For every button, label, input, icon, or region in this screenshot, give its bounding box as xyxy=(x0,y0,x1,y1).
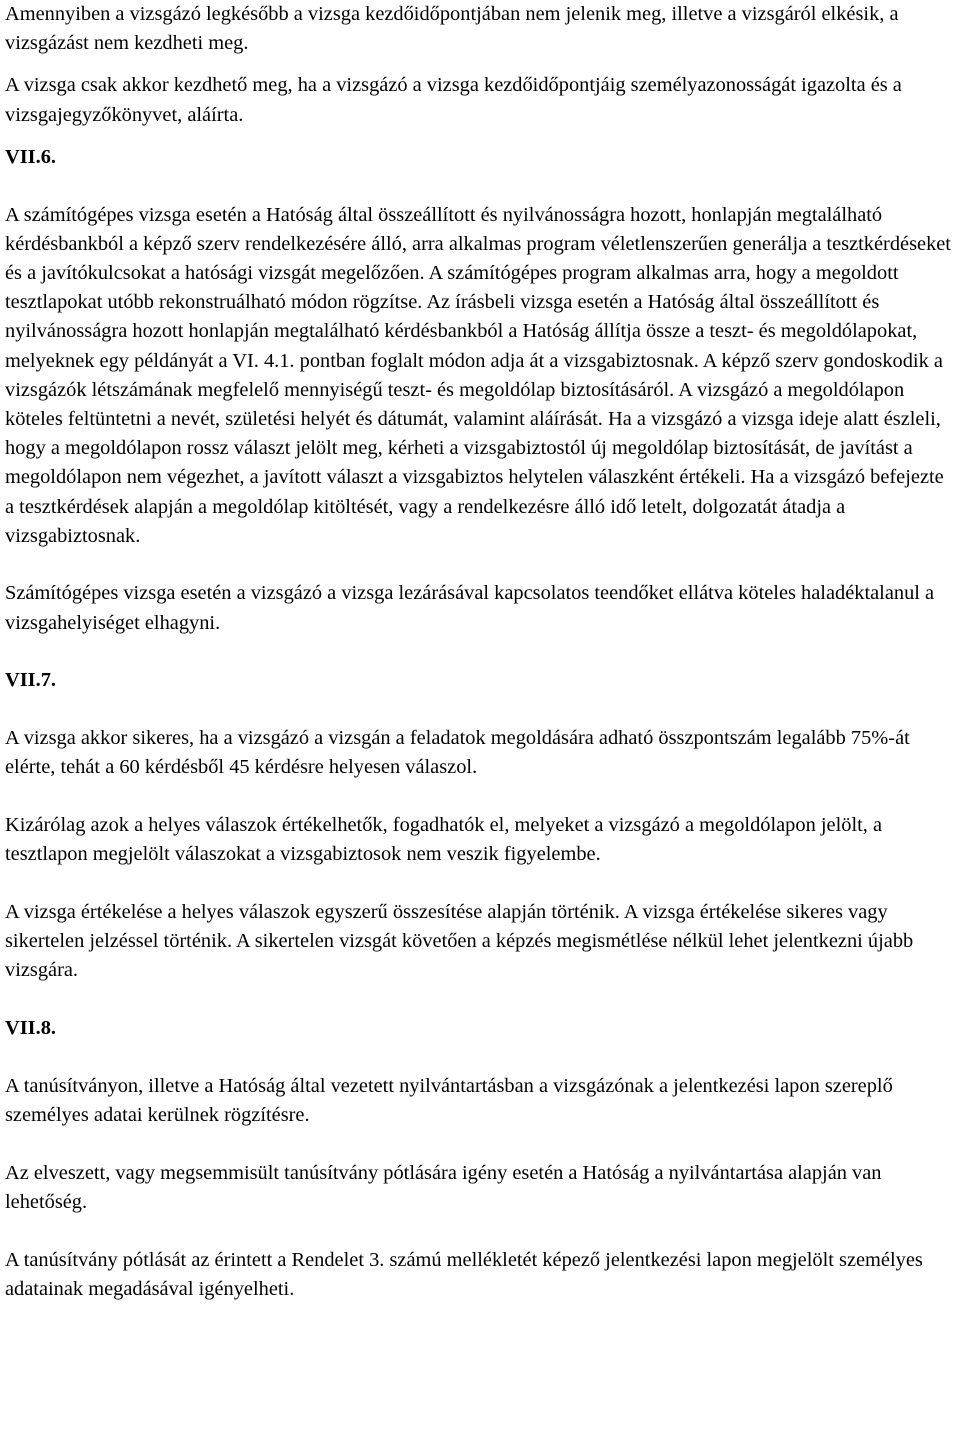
section-heading-vii7: VII.7. xyxy=(5,669,56,692)
paragraph-pass-threshold: A vizsga akkor sikeres, ha a vizsgázó a vizsgán a feladatok megoldására adható összpontszám legalább 75%-át elérte, tehát a 60 kérdésből 45 kérdésre helyesen válaszol. xyxy=(5,727,910,779)
section-heading-vii8: VII.8. xyxy=(5,1016,56,1039)
paragraph-lost-certificate: Az elveszett, vagy megsemmisült tanúsítvány pótlására igény esetén a Hatóság a nyilvántartása alapján van lehetőség. xyxy=(5,1161,882,1213)
paragraph-replacement-request: A tanúsítvány pótlását az érintett a Rendelet 3. számú mellékletét képező jelentkezési lapon megjelölt személyes adatainak megadásával igényelheti. xyxy=(5,1248,923,1300)
paragraph-leave-room: Számítógépes vizsga esetén a vizsgázó a vizsga lezárásával kapcsolatos teendőket ellátva köteles haladéktalanul a vizsgahelyiséget elhagyni. xyxy=(5,582,935,634)
paragraph-certificate-data: A tanúsítványon, illetve a Hatóság által vezetett nyilvántartásban a vizsgázónak a jelentkezési lapon szereplő személyes adatai kerülnek rögzítésre. xyxy=(5,1074,893,1126)
paragraph-exam-procedure: A számítógépes vizsga esetén a Hatóság által összeállított és nyilvánosságra hozott, honlapján megtalálható kérdésbankból a képző szerv rendelkezésére álló, arra alkalmas program véletlenszerűen generálja a tesztkérdéseket és a javítókulcsokat a hatósági vizsgát megelőzően. A számítógépes program alkalmas arra, hogy a megoldott tesztlapokat utóbb rekonstruálható módon rögzítse. Az írásbeli vizsga esetén a Hatóság által összeállított és nyilvánosságra hozott honlapján megtalálható kérdésbankból a Hatóság állítja össze a teszt- és megoldólapokat, melyeknek egy példányát a VI. 4.1. pontban foglalt módon adja át a vizsgabiztosnak. A képző szerv gondoskodik a vizsgázók létszámának megfelelő mennyiségű teszt- és megoldólap biztosításáról. A vizsgázó a megoldólapon köteles feltüntetni a nevét, születési helyét és dátumát, valamint aláírását. Ha a vizsgázó a vizsga ideje alatt észleli, hogy a megoldólapon rossz választ jelölt meg, kérheti a vizsgabiztostól új megoldólap biztosítását, de javítást a megoldólapon nem végezhet, a javított választ a vizsgabiztos helytelen válaszként értékeli. Ha a vizsgázó befejezte a tesztkérdések alapján a megoldólap kitöltését, vagy a rendelkezésre álló idő letelt, dolgozatát átadja a vizsgabiztosnak. xyxy=(5,203,951,547)
document-page xyxy=(5,0,955,1304)
paragraph-non-attendance: Amennyiben a vizsgázó legkésőbb a vizsga kezdőidőpontjában nem jelenik meg, illetve a vizsgáról elkésik, a vizsgázást nem kezdheti meg. xyxy=(5,3,899,55)
section-heading-vii6: VII.6. xyxy=(5,145,56,168)
paragraph-evaluation: A vizsga értékelése a helyes válaszok egyszerű összesítése alapján történik. A vizsga értékelése sikeres vagy sikertelen jelzéssel történik. A sikertelen vizsgát követően a képzés megismétlése nélkül lehet jelentkezni újabb vizsgára. xyxy=(5,900,914,982)
paragraph-identity-check: A vizsga csak akkor kezdhető meg, ha a vizsgázó a vizsga kezdőidőpontjáig személyazonosságát igazolta és a vizsgajegyzőkönyvet, aláírta. xyxy=(5,74,902,126)
paragraph-valid-answers: Kizárólag azok a helyes válaszok értékelhetők, fogadhatók el, melyeket a vizsgázó a megoldólapon jelölt, a tesztlapon megjelölt válaszokat a vizsgabiztosok nem veszik figyelembe. xyxy=(5,813,883,866)
